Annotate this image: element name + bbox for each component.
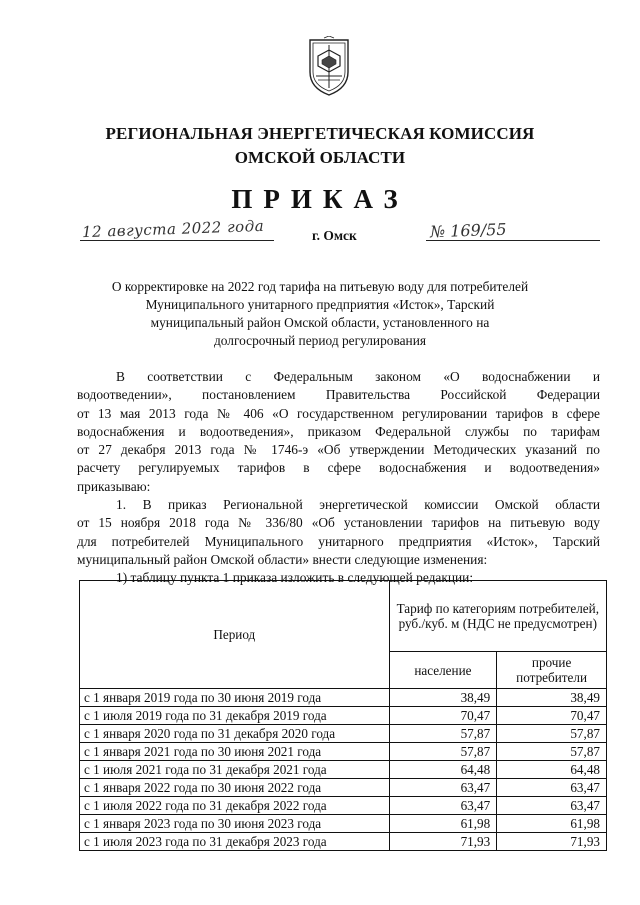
period-cell: с 1 июля 2022 года по 31 декабря 2022 года — [80, 797, 390, 815]
period-cell: с 1 января 2020 года по 31 декабря 2020 года — [80, 725, 390, 743]
population-tariff-cell: 63,47 — [389, 779, 497, 797]
org-name-line1: РЕГИОНАЛЬНАЯ ЭНЕРГЕТИЧЕСКАЯ КОМИССИЯ — [105, 124, 535, 143]
city-label: г. Омск — [312, 228, 357, 243]
body-line: от 27 декабря 2013 года № 1746-э «Об утверждении Методических указаний по — [77, 442, 600, 458]
period-cell: с 1 января 2021 года по 30 июня 2021 года — [80, 743, 390, 761]
table-row — [80, 689, 607, 707]
tariff-table — [79, 580, 607, 851]
population-tariff-cell: 57,87 — [389, 725, 497, 743]
body-line: 1. В приказ Региональной энергетической комиссии Омской области — [116, 497, 600, 513]
other-tariff-cell: 71,93 — [497, 833, 607, 851]
body-line: водоотведении», постановлением Правительства Российской Федерации — [77, 387, 600, 403]
table-row — [80, 743, 607, 761]
body-line: В соответствии с Федеральным законом «О водоснабжении и — [116, 369, 600, 384]
population-tariff-cell: 38,49 — [389, 689, 497, 707]
population-tariff-cell: 57,87 — [389, 743, 497, 761]
table-row — [80, 797, 607, 815]
handwritten-date: 12 августа 2022 года — [81, 216, 265, 242]
column-header-period: Период — [80, 581, 390, 689]
subject-line: Муниципального унитарного предприятия «Исток», Тарский — [145, 297, 495, 312]
subject-line: О корректировке на 2022 год тарифа на питьевую воду для потребителей — [111, 279, 529, 294]
period-cell: с 1 января 2023 года по 30 июня 2023 года — [80, 815, 390, 833]
other-tariff-cell: 61,98 — [497, 815, 607, 833]
period-cell: с 1 июля 2019 года по 31 декабря 2019 года — [80, 707, 390, 725]
table-row — [80, 779, 607, 797]
subject-line: долгосрочный период регулирования — [213, 333, 427, 348]
column-header-other-consumers: прочие потребители — [497, 652, 607, 689]
body-line: муниципальный район Омской области» внести следующие изменения: — [77, 551, 488, 567]
other-tariff-cell: 70,47 — [497, 707, 607, 725]
date-underline — [80, 240, 274, 241]
coat-of-arms-icon — [304, 36, 354, 98]
population-tariff-cell: 70,47 — [389, 707, 497, 725]
other-tariff-cell: 63,47 — [497, 779, 607, 797]
body-line: для потребителей Муниципального унитарного предприятия «Исток», Тарский — [77, 533, 600, 549]
table-row — [80, 761, 607, 779]
population-tariff-cell: 61,98 — [389, 815, 497, 833]
column-header-population: население — [389, 652, 497, 689]
population-tariff-cell: 71,93 — [389, 833, 497, 851]
order-body — [77, 368, 600, 588]
period-cell: с 1 января 2019 года по 30 июня 2019 года — [80, 689, 390, 707]
handwritten-order-number: № 169/55 — [429, 219, 507, 242]
order-subject — [90, 278, 550, 350]
body-line: от 13 мая 2013 года № 406 «О государственном регулировании тарифов в сфере — [77, 405, 600, 421]
table-row — [80, 725, 607, 743]
body-line: расчету регулируемых тарифов в сфере водоснабжения и водоотведения» — [77, 460, 600, 476]
other-tariff-cell: 57,87 — [497, 725, 607, 743]
population-tariff-cell: 64,48 — [389, 761, 497, 779]
column-header-tariff: Тариф по категориям потребителей, руб./куб. м (НДС не предусмотрен) — [389, 581, 606, 652]
other-tariff-cell: 63,47 — [497, 797, 607, 815]
number-underline — [426, 240, 600, 241]
org-name-line2: ОМСКОЙ ОБЛАСТИ — [234, 148, 406, 167]
other-tariff-cell: 57,87 — [497, 743, 607, 761]
table-row — [80, 833, 607, 851]
body-line: от 15 ноября 2018 года № 336/80 «Об установлении тарифов на питьевую воду — [77, 515, 600, 531]
body-line: приказываю: — [77, 478, 151, 494]
period-cell: с 1 июля 2023 года по 31 декабря 2023 года — [80, 833, 390, 851]
body-line: водоснабжения и водоотведения», приказом Федеральной службы по тарифам — [77, 423, 600, 439]
other-tariff-cell: 38,49 — [497, 689, 607, 707]
period-cell: с 1 июля 2021 года по 31 декабря 2021 года — [80, 761, 390, 779]
population-tariff-cell: 63,47 — [389, 797, 497, 815]
table-row — [80, 815, 607, 833]
other-tariff-cell: 64,48 — [497, 761, 607, 779]
document-type-title: ПРИКАЗ — [231, 184, 409, 214]
period-cell: с 1 января 2022 года по 30 июня 2022 года — [80, 779, 390, 797]
table-row — [80, 707, 607, 725]
body-line: 1) таблицу пункта 1 приказа изложить в следующей редакции: — [116, 570, 474, 586]
subject-line: муниципальный район Омской области, установленного на — [150, 315, 490, 330]
